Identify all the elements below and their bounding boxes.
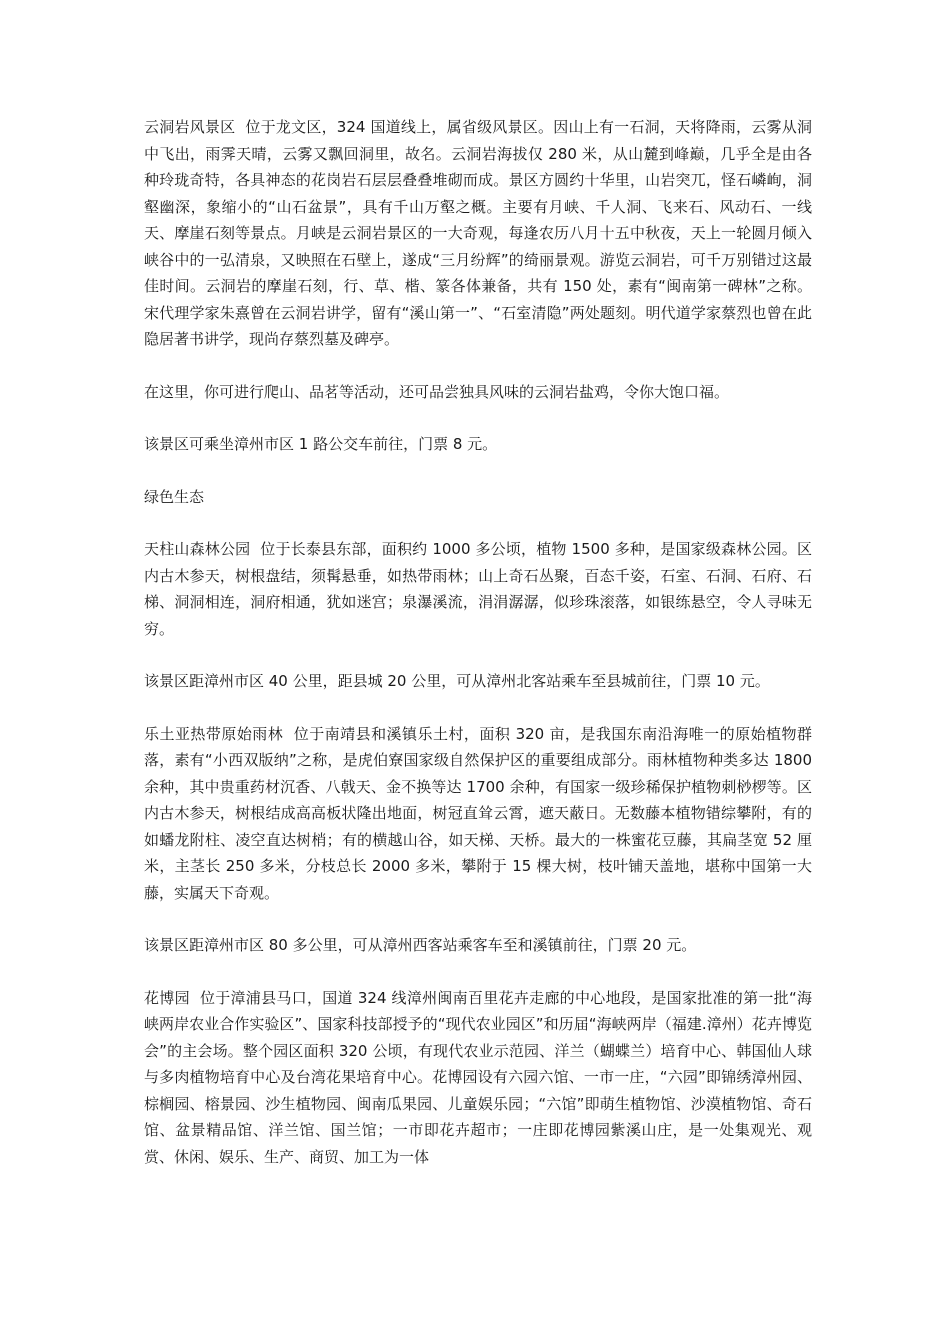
paragraph-letu-transport: 该景区距漳州市区 80 多公里，可从漳州西客站乘客车至和溪镇前往，门票 20 元。 (144, 936, 697, 954)
paragraph-flower-expo-park: 花博园 位于漳浦县马口，国道 324 线漳州闽南百里花卉走廊的中心地段，是国家批准的第一批“海峡两岸农业合作实验区”、国家科技部授予的“现代农业园区”和历届“海峡两岸（福建.漳州）花卉博览会”的主会场。整个园区面积 320 公顷，有现代农业示范园、洋兰（蝴蝶兰）培育中心、韩国仙人球与多肉植物培育中心及台湾花果培育中心。花博园设有六园六馆、一市一庄，“六园”即锦绣漳州园、棕榈园、榕景园、沙生植物园、闽南瓜果园、儿童娱乐园；“六馆”即萌生植物馆、沙漠植物馆、奇石馆、盆景精品馆、洋兰馆、国兰馆；一市即花卉超市；一庄即花博园紫溪山庄，是一处集观光、观赏、休闲、娱乐、生产、商贸、加工为一体 (144, 988, 812, 1166)
section-heading-green-ecology: 绿色生态 (144, 487, 205, 506)
paragraph-tianzhushan-transport: 该景区距漳州市区 40 公里，距县城 20 公里，可从漳州北客站乘车至县城前往，门票 10 元。 (144, 672, 770, 690)
paragraph-yundongyan-transport: 该景区可乘坐漳州市区 1 路公交车前往，门票 8 元。 (144, 435, 498, 453)
paragraph-letu-rainforest: 乐土亚热带原始雨林 位于南靖县和溪镇乐土村，面积 320 亩，是我国东南沿海唯一的原始植物群落，素有“小西双版纳”之称，是虎伯寮国家级自然保护区的重要组成部分。雨林植物种类多达 1800 余种，其中贵重药材沉香、八戟天、金不换等达 1700 余种，有国家一级珍稀保护植物刺桫椤等。区内古木参天，树根结成高高板状隆出地面，树冠直耸云霄，遮天蔽日。无数藤本植物错综攀附，有的如蟠龙附柱、凌空直达树梢；有的横越山谷，如天梯、天桥。最大的一株蜜花豆藤，其扁茎宽 52 厘米，主茎长 250 多米，分枝总长 2000 多米，攀附于 15 棵大树，枝叶铺天盖地，堪称中国第一大藤，实属天下奇观。 (144, 724, 817, 902)
paragraph-activities: 在这里，你可进行爬山、品茗等活动，还可品尝独具风味的云洞岩盐鸡，令你大饱口福。 (144, 382, 730, 401)
paragraph-yundongyan: 云洞岩风景区 位于龙文区，324 国道线上，属省级风景区。因山上有一石洞，天将降雨，云雾从洞中飞出，雨霁天晴，云雾又飘回洞里，故名。云洞岩海拔仅 280 米，从山麓到峰巅，几乎全是由各种玲珑奇特，各具神态的花岗岩石层层叠叠堆砌而成。景区方圆约十华里，山岩突兀，怪石嶙峋，洞壑幽深，象缩小的“山石盆景”，具有千山万壑之概。主要有月峡、千人洞、飞来石、风动石、一线天、摩崖石刻等景点。月峡是云洞岩景区的一大奇观，每逢农历八月十五中秋夜，天上一轮圆月倾入峡谷中的一弘清泉，又映照在石壁上，遂成“三月纷辉”的绮丽景观。游览云洞岩，可千万别错过这最佳时间。云洞岩的摩崖石刻，行、草、楷、篆各体兼备，共有 150 处，素有“闽南第一碑林”之称。宋代理学家朱熹曾在云洞岩讲学，留有“溪山第一”、“石室清隐”两处题刻。明代道学家蔡烈也曾在此隐居著书讲学，现尚存蔡烈墓及碑亭。 (144, 118, 812, 348)
paragraph-tianzhushan: 天柱山森林公园 位于长泰县东部，面积约 1000 多公顷，植物 1500 多种，是国家级森林公园。区内古木参天，树根盘结，须髯悬垂，如热带雨林；山上奇石丛聚，百态千姿，石室、石洞、石府、石梯、洞洞相连，洞府相通，犹如迷宫；泉瀑溪流，涓涓潺潺，似珍珠滚落，如银练悬空，令人寻味无穷。 (144, 540, 812, 638)
document-body (144, 114, 817, 1196)
